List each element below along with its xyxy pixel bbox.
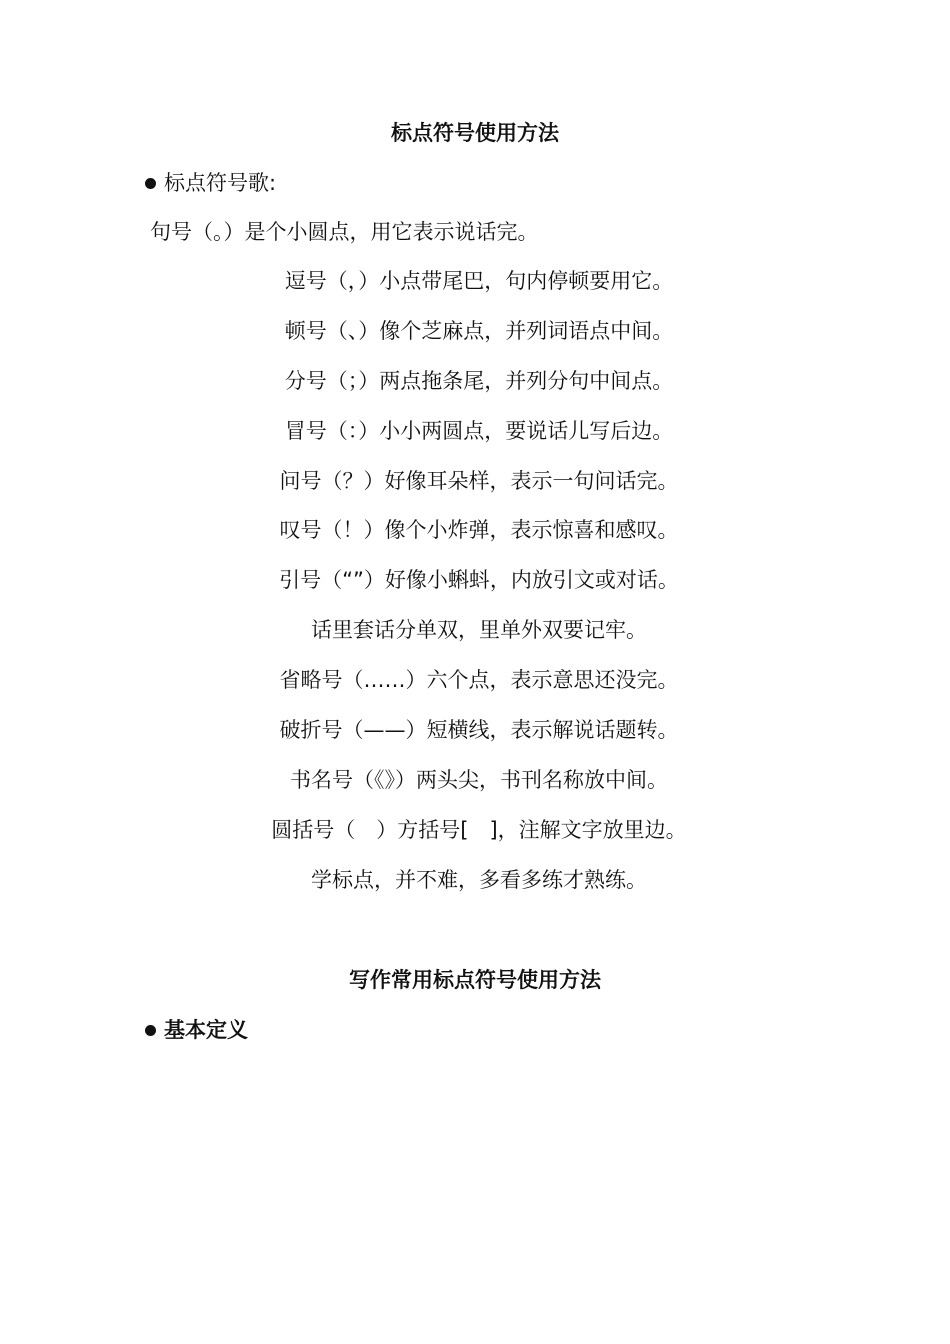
bullet-icon (145, 1025, 156, 1036)
poem-line: 引号（“”）好像小蝌蚪，内放引文或对话。 (279, 568, 679, 593)
poem-line: 话里套话分单双，里单外双要记牢。 (311, 618, 647, 643)
bullet-icon (145, 178, 156, 189)
song-heading (145, 168, 276, 198)
song-heading-text: 标点符号歌: (164, 171, 277, 195)
poem-line: 叹号（！）像个小炸弹，表示惊喜和感叹。 (279, 518, 679, 543)
poem-line: 书名号（《》）两头尖，书刊名称放中间。 (290, 767, 668, 792)
poem-line: 破折号（——）短横线，表示解说话题转。 (279, 718, 679, 743)
poem-lines (0, 266, 950, 915)
poem-line: 问号（？）好像耳朵样，表示一句问话完。 (279, 468, 679, 493)
document-title: 标点符号使用方法 (391, 121, 559, 145)
poem-line: 省略号（……）六个点，表示意思还没完。 (279, 668, 679, 693)
poem-line: 逗号（，）小点带尾巴，句内停顿要用它。 (284, 269, 674, 293)
poem-line: 顿号（、）像个芝麻点，并列词语点中间。 (284, 318, 674, 343)
poem-line: 冒号（：）小小两圆点，要说话儿写后边。 (284, 418, 674, 443)
section-title: 写作常用标点符号使用方法 (349, 968, 601, 992)
poem-first-line: 句号（。）是个小圆点，用它表示说话完。 (150, 220, 539, 244)
poem-line: 学标点，并不难，多看多练才熟练。 (311, 867, 647, 892)
poem-line: 分号（；）两点拖条尾，并列分句中间点。 (284, 368, 674, 393)
poem-line: 圆括号（ ）方括号[ ]，注解文字放里边。 (271, 817, 687, 842)
section-bullet (145, 1015, 248, 1045)
section-bullet-text: 基本定义 (164, 1018, 248, 1042)
